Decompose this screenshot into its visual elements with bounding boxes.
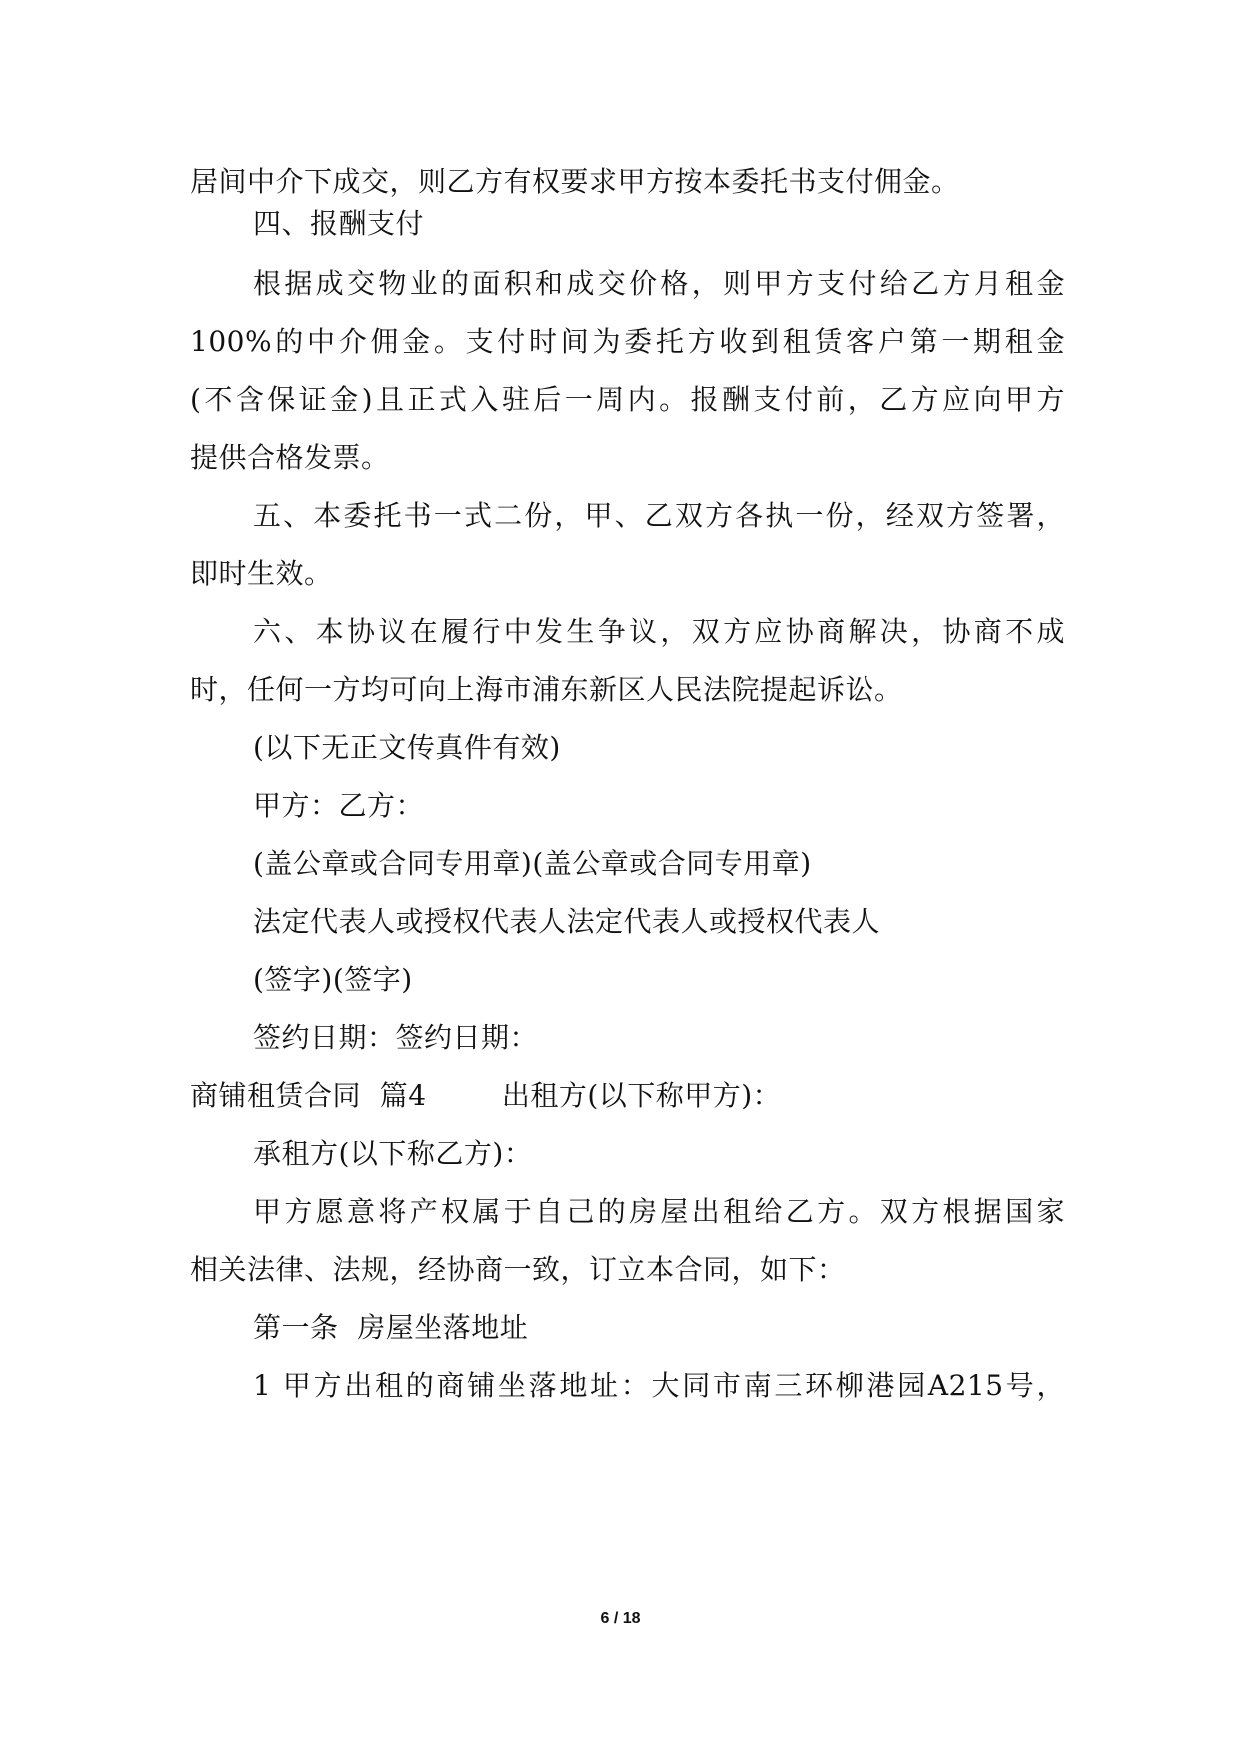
representative-line: 法定代表人或授权代表人法定代表人或授权代表人	[253, 905, 881, 938]
text-line-7: 五、本委托书一式二份，甲、乙双方各执一份，经双方签署，	[253, 499, 1065, 532]
lessee-line: 承租方(以下称乙方)：	[253, 1137, 533, 1170]
section-heading-payment: 四、报酬支付	[253, 207, 425, 240]
text-line-4: 100%的中介佣金。支付时间为委托方收到租赁客户第一期租金	[190, 325, 1065, 358]
text-line-8: 即时生效。	[190, 557, 333, 590]
text-line-6: 提供合格发票。	[190, 441, 390, 474]
contract-heading: 商铺租赁合同 篇4 出租方(以下称甲方)：	[190, 1079, 782, 1112]
signing-date-line: 签约日期：签约日期：	[253, 1021, 539, 1054]
text-line-5: (不含保证金)且正式入驻后一周内。报酬支付前，乙方应向甲方	[190, 383, 1065, 416]
seal-note: (盖公章或合同专用章)(盖公章或合同专用章)	[253, 847, 812, 880]
page-number: 6 / 18	[600, 1610, 641, 1627]
text-line-10: 时，任何一方均可向上海市浦东新区人民法院提起诉讼。	[190, 673, 903, 706]
text-line-11: (以下无正文传真件有效)	[253, 731, 561, 764]
signature-note: (签字)(签字)	[253, 963, 413, 996]
text-line-20: 相关法律、法规，经协商一致，订立本合同，如下：	[190, 1253, 846, 1286]
text-line-1: 居间中介下成交，则乙方有权要求甲方按本委托书支付佣金。	[190, 165, 960, 198]
text-line-19: 甲方愿意将产权属于自己的房屋出租给乙方。双方根据国家	[253, 1195, 1065, 1228]
text-line-3: 根据成交物业的面积和成交价格，则甲方支付给乙方月租金	[253, 267, 1065, 300]
signature-parties: 甲方：乙方：	[253, 789, 425, 822]
article-one-heading: 第一条 房屋坐落地址	[253, 1311, 529, 1344]
text-line-9: 六、本协议在履行中发生争议，双方应协商解决，协商不成	[253, 615, 1065, 648]
text-line-22: 1 甲方出租的商铺坐落地址：大同市南三环柳港园A215号，	[253, 1369, 1065, 1402]
